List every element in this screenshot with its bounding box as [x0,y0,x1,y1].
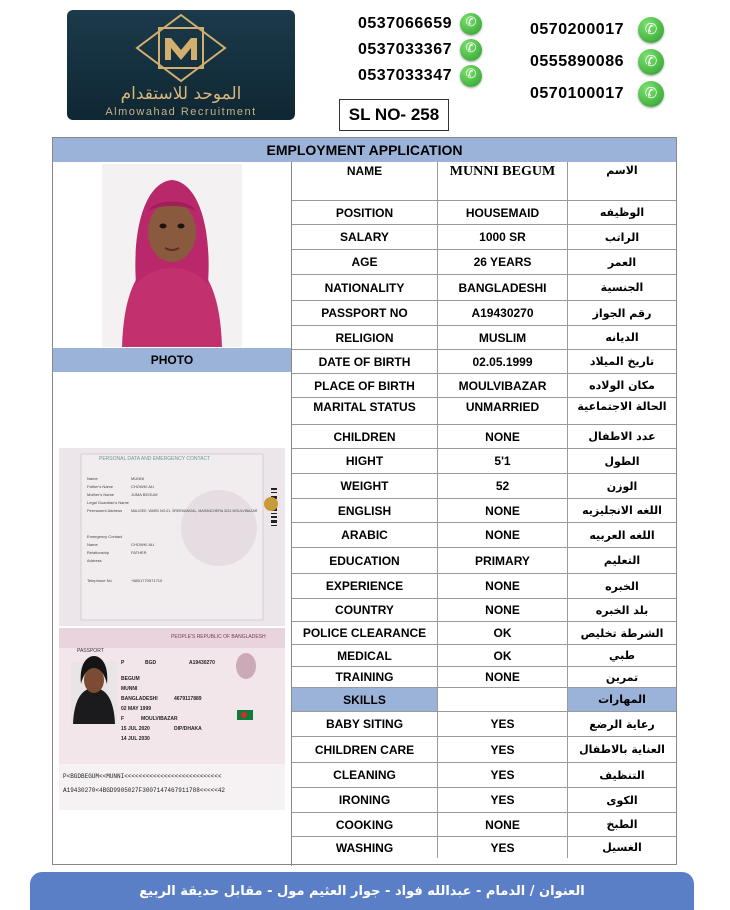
row-english [292,499,676,523]
field-label: NAME [292,162,438,200]
phone-number: 0570200017 [530,21,624,38]
field-value [438,688,568,711]
passport-country-header: PEOPLE'S REPUBLIC OF BANGLADESH [171,634,266,640]
field-label: POLICE CLEARANCE [292,622,438,644]
field-label-ar: الخبره [605,579,639,593]
svg-text:Legal Guardian's Name: Legal Guardian's Name [87,500,129,505]
phone-number: 0537033367 [358,41,452,58]
field-label: TRAINING [292,667,438,687]
field-value: A19430270 [438,301,568,325]
field-label-ar: تمرين [605,670,639,684]
field-value: NONE [438,667,568,687]
svg-text:Mother's Name: Mother's Name [87,492,114,497]
passport-address: MALIGEE, WARD NO.01, SREEMANGAL, MARANCHERA 3211 MOULVIBAZAR [131,509,258,513]
field-label: CHILDREN [292,425,438,448]
row-skills-header [292,688,676,712]
field-label: ENGLISH [292,499,438,522]
field-label: PASSPORT NO [292,301,438,325]
whatsapp-icon [460,65,482,87]
employment-application-form [52,137,677,865]
row-name [292,162,676,201]
passport-pob: MOULVIBAZAR [141,716,178,722]
phone-number: 0537033347 [358,67,452,84]
field-label: MARITAL STATUS [292,398,438,424]
field-label-ar: مكان الولاده [589,379,655,392]
field-value: YES [438,788,568,812]
field-label: CHILDREN CARE [292,737,438,762]
field-value: YES [438,837,568,858]
field-label: COOKING [292,813,438,836]
logo-english-name: Almowahad Recruitment [105,106,257,118]
field-label: POSITION [292,201,438,224]
field-label-ar: التنظيف [599,768,645,782]
field-label-ar: الطبخ [606,818,638,831]
phone-list-right [530,14,664,110]
field-value: NONE [438,813,568,836]
field-label-ar: الجنسية [600,281,644,294]
row-marital-status [292,398,676,425]
field-value: MUNNI BEGUM [438,162,568,200]
field-label: SKILLS [292,688,438,711]
field-value: YES [438,712,568,736]
field-label-ar: الوظيفه [599,206,645,219]
row-medical [292,645,676,667]
field-label-ar: الاسم [606,164,638,177]
photo-label: PHOTO [53,348,291,372]
field-label-ar: المهارات [598,693,646,706]
field-label: BABY SITING [292,712,438,736]
passport-telephone: +8801770571710 [131,578,163,583]
field-label: MEDICAL [292,645,438,666]
field-label-ar: الكوى [606,793,638,807]
passport-mrz-line-2: A19430270<4BGD9905027F3007147467911788<<<<<42 [63,787,226,794]
field-label-ar: اللغه العربيه [589,528,655,542]
field-value: 5'1 [438,449,568,473]
whatsapp-icon [460,13,482,35]
whatsapp-icon [638,17,664,43]
field-label-ar: الراتب [604,230,640,244]
passport-contact-name: CHOWKI ALI [131,542,155,547]
field-label-ar: عدد الاطفال [588,430,656,443]
field-label: NATIONALITY [292,275,438,300]
row-baby-siting [292,712,676,737]
svg-text:Name: Name [87,542,98,547]
passport-scan [59,448,285,810]
passport-given: MUNNI [121,686,138,692]
row-police-clearance [292,622,676,645]
field-value: MOULVIBAZAR [438,374,568,397]
field-label-ar: الحالة الاجتماعية [577,400,667,413]
row-passport-no [292,301,676,326]
row-religion [292,326,676,350]
row-children [292,425,676,449]
row-education [292,548,676,574]
row-cooking [292,813,676,837]
phone-item [530,46,664,78]
passport-doc-label: PASSPORT [77,648,104,654]
passport-data-header: PERSONAL DATA AND EMERGENCY CONTACT [99,456,211,462]
field-label: PLACE OF BIRTH [292,374,438,397]
field-label-ar: طبي [609,649,635,662]
row-training [292,667,676,688]
passport-number: A19430270 [189,660,215,666]
whatsapp-icon [638,81,664,107]
field-value: YES [438,763,568,787]
field-value: NONE [438,425,568,448]
field-value: 1000 SR [438,225,568,249]
row-age [292,250,676,275]
field-label-ar: التعليم [603,554,641,567]
passport-expiry: 14 JUL 2030 [121,736,150,742]
field-label: AGE [292,250,438,274]
field-label: WASHING [292,837,438,858]
row-place-of-birth [292,374,676,398]
row-position [292,201,676,225]
serial-number-box: SL NO- 258 [339,99,449,131]
passport-nationality: BANGLADESHI [121,696,158,702]
field-value: NONE [438,523,568,547]
field-label-ar: العمر [607,255,637,269]
passport-mrz-line-1: P<BGDBEGUM<<MUNNI<<<<<<<<<<<<<<<<<<<<<<<<<<< [63,773,222,780]
phone-item [358,63,482,89]
field-label: DATE OF BIRTH [292,350,438,373]
field-label: CLEANING [292,763,438,787]
phone-item [358,11,482,37]
field-value: OK [438,645,568,666]
passport-code: BGD [145,660,157,666]
field-value: NONE [438,574,568,598]
whatsapp-icon [460,39,482,61]
phone-item [358,37,482,63]
phone-number: 0537066659 [358,15,452,32]
svg-text:Telephone No: Telephone No [87,578,112,583]
phone-list-left [358,11,482,89]
phone-number: 0570100017 [530,85,624,102]
field-value: 02.05.1999 [438,350,568,373]
passport-authority: DIP/DHAKA [174,726,202,732]
row-ironing [292,788,676,813]
passport-type: P [121,660,125,666]
field-value: 26 YEARS [438,250,568,274]
passport-mother: JUMA BEGUM [131,492,158,497]
field-label-ar: اللغه الانجليزيه [582,504,662,517]
passport-father: CHOWKI ALI [131,484,155,489]
field-label-ar: بلد الخبره [595,603,649,617]
field-value: NONE [438,499,568,522]
field-value: 52 [438,474,568,498]
row-weight [292,474,676,499]
phone-item [530,14,664,46]
field-label: EXPERIENCE [292,574,438,598]
row-experience [292,574,676,599]
applicant-photo [102,164,242,347]
field-label-ar: الشرطة تخليص [580,626,664,640]
phone-number: 0555890086 [530,53,624,70]
field-label: WEIGHT [292,474,438,498]
svg-text:Name: Name [87,476,98,481]
passport-sex: F [121,716,125,722]
svg-text:Father's Name: Father's Name [87,484,114,489]
field-label: HIGHT [292,449,438,473]
field-value: MUSLIM [438,326,568,349]
svg-text:Relationship: Relationship [87,550,110,555]
svg-text:Address: Address [87,558,102,563]
passport-personal-no: 4679117889 [174,696,202,702]
field-label-ar: الديانه [605,331,639,344]
field-label-ar: رعاية الرضع [589,717,655,731]
row-washing [292,837,676,858]
field-label: SALARY [292,225,438,249]
svg-text:Permanent Address: Permanent Address [87,508,123,513]
logo-arabic-name: الموحد للاستقدام [120,84,242,104]
row-children-care [292,737,676,763]
row-country [292,599,676,622]
svg-text:Emergency Contact: Emergency Contact [87,534,123,539]
field-label-ar: العناية بالاطفال [579,743,665,756]
row-arabic [292,523,676,548]
row-nationality [292,275,676,301]
field-value: BANGLADESHI [438,275,568,300]
field-label-ar: تاريخ الميلاد [589,355,655,368]
form-title: EMPLOYMENT APPLICATION [53,138,676,162]
row-height [292,449,676,474]
field-label-ar: رقم الجواز [592,306,652,320]
field-label: EDUCATION [292,548,438,573]
passport-name: MUNNI [131,476,145,481]
field-value: OK [438,622,568,644]
field-label-ar: الغسيل [602,841,642,854]
field-label-ar: الطول [604,454,640,468]
field-value: UNMARRIED [438,398,568,424]
passport-dob: 02 MAY 1999 [121,706,152,712]
field-label: COUNTRY [292,599,438,621]
passport-relationship: FATHER [131,550,147,555]
phone-item [530,78,664,110]
field-value: YES [438,737,568,762]
footer-address: العنوان / الدمام - عبدالله فواد - جوار العثيم مول - مقابل حديقة الربيع [30,872,694,910]
passport-surname: BEGUM [121,676,140,682]
field-value: PRIMARY [438,548,568,573]
row-cleaning [292,763,676,788]
row-salary [292,225,676,250]
application-fields [292,162,676,858]
field-value: NONE [438,599,568,621]
field-label: ARABIC [292,523,438,547]
row-date-of-birth [292,350,676,374]
passport-issue: 15 JUL 2020 [121,726,150,732]
whatsapp-icon [638,49,664,75]
company-logo [67,10,295,120]
field-value: HOUSEMAID [438,201,568,224]
field-label: IRONING [292,788,438,812]
field-label-ar: الوزن [606,479,638,493]
field-label: RELIGION [292,326,438,349]
